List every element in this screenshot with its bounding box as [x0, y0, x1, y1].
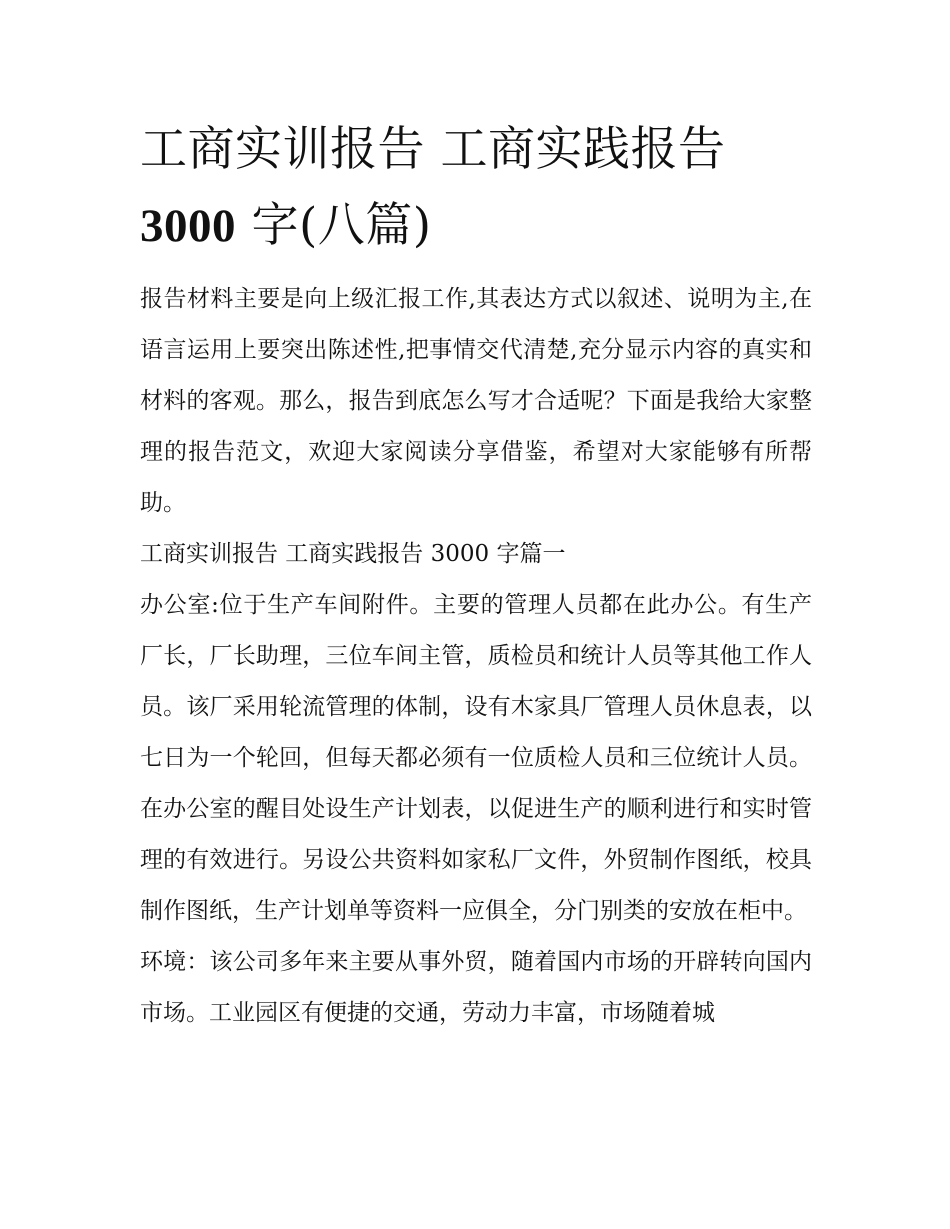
document-title — [140, 112, 812, 264]
title-word-count: 3000 — [140, 200, 236, 252]
intro-paragraph: 报告材料主要是向上级汇报工作,其表达方式以叙述、说明为主,在语言运用上要突出陈述性,把事情交代清楚,充分显示内容的真实和材料的客观。那么，报告到底怎么写才合适呢？下面是我给大家整理的报告范文，欢迎大家阅读分享借鉴，希望对大家能够有所帮助。 — [140, 286, 812, 516]
office-paragraph: 办公室:位于生产车间附件。主要的管理人员都在此办公。有生产厂长，厂长助理，三位车间主管，质检员和统计人员等其他工作人员。该厂采用轮流管理的体制，设有木家具厂管理人员休息表，以七日为一个轮回，但每天都必须有一位质检人员和三位统计人员。在办公室的醒目处设生产计划表，以促进生产的顺利进行和实时管理的有效进行。另设公共资料如家私厂文件，外贸制作图纸，校具制作图纸，生产计划单等资料一应俱全，分门别类的安放在柜中。 — [140, 592, 812, 924]
title-spacer — [140, 264, 812, 274]
title-line-2-rest: 字(八篇) — [236, 198, 432, 253]
title-line-1: 工商实训报告 工商实践报告 — [140, 122, 726, 177]
environment-paragraph: 环境：该公司多年来主要从事外贸，随着国内市场的开辟转向国内市场。工业园区有便捷的交通，劳动力丰富，市场随着城 — [140, 949, 812, 1026]
section-heading: 工商实训报告 工商实践报告 3000 字篇一 — [140, 541, 566, 567]
document-page — [140, 112, 812, 1039]
